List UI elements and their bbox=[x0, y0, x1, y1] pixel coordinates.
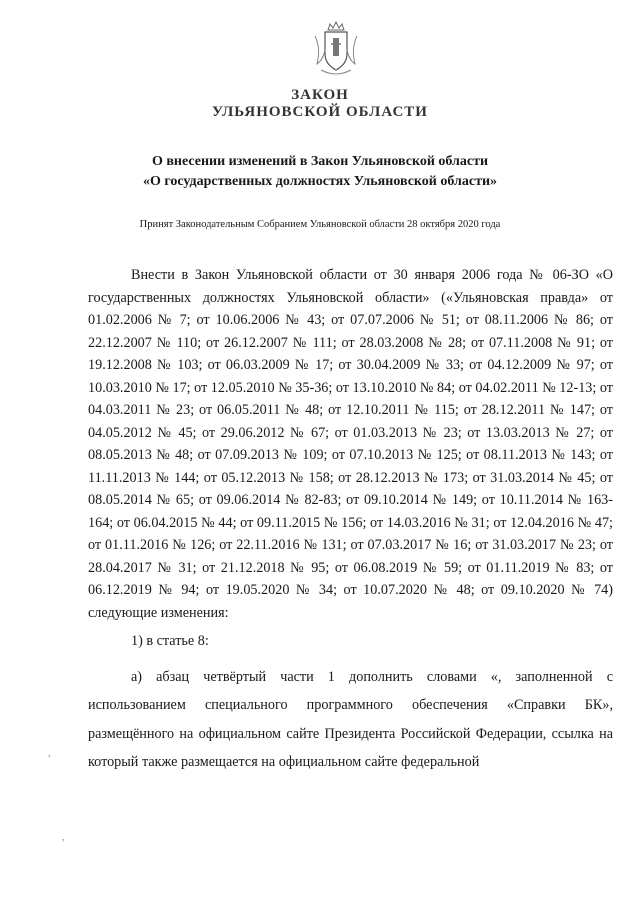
margin-mark: , bbox=[62, 832, 65, 843]
intro-paragraph: Внести в Закон Ульяновской области от 30 января 2006 года № 06-ЗО «О государственных должностях Ульяновской области» («Ульяновская правда» от 01.02.2006 № 7; от 10.06.2006 № 43; от 07.07.2006 № 51; от 08.11.2006 № 86; от 22.12.2007 № 110; от 26.12.2007 № 111; от 28.03.2008 № 28; от 07.11.2008 № 91; от 19.12.2008 № 103; от 06.03.2009 № 17; от 30.04.2009 № 33; от 04.12.2009 № 97; от 10.03.2010 № 17; от 12.05.2010 № 35-36; от 13.10.2010 № 84; от 04.02.2011 № 12-13; от 04.03.2011 № 23; от 06.05.2011 № 48; от 12.10.2011 № 115; от 28.12.2011 № 147; от 04.05.2012 № 45; от 29.06.2012 № 67; от 01.03.2013 № 23; от 13.03.2013 № 27; от 08.05.2013 № 48; от 07.09.2013 № 109; от 07.10.2013 № 125; от 08.11.2013 № 143; от 11.11.2013 № 144; от 05.12.2013 № 158; от 28.12.2013 № 173; от 31.03.2014 № 45; от 08.05.2014 № 65; от 09.06.2014 № 82-83; от 09.10.2014 № 149; от 10.11.2014 № 163-164; от 06.04.2015 № 44; от 09.11.2015 № 156; от 14.03.2016 № 31; от 12.04.2016 № 47; от 01.11.2016 № 126; от 22.11.2016 № 131; от 07.03.2017 № 16; от 31.03.2017 № 23; от 28.04.2017 № 31; от 21.12.2018 № 95; от 06.08.2019 № 59; от 01.11.2019 № 83; от 06.12.2019 № 94; от 19.05.2020 № 34; от 10.07.2020 № 48; от 09.10.2020 № 74) следующие изменения: bbox=[88, 267, 613, 621]
adoption-note: Принят Законодательным Собранием Ульяновской области 28 октября 2020 года bbox=[139, 219, 501, 230]
item-1: 1) в статье 8: bbox=[131, 633, 209, 649]
law-label: ЗАКОН bbox=[291, 87, 349, 103]
item-1a: а) абзац четвёртый части 1 дополнить словами «, заполненной с использованием специального программного обеспечения «Справки БК», размещённого на официальном сайте Президента Российской Федерации, ссылка на который также размещается на официальном сайте федеральной bbox=[88, 668, 613, 770]
law-body bbox=[88, 264, 613, 777]
document-title-line2: «О государственных должностях Ульяновской области» bbox=[142, 174, 498, 189]
coat-of-arms-icon bbox=[311, 20, 361, 78]
margin-mark: , bbox=[48, 748, 51, 759]
document-title-line1: О внесении изменений в Закон Ульяновской области bbox=[151, 154, 489, 169]
region-label: УЛЬЯНОВСКОЙ ОБЛАСТИ bbox=[212, 104, 428, 120]
